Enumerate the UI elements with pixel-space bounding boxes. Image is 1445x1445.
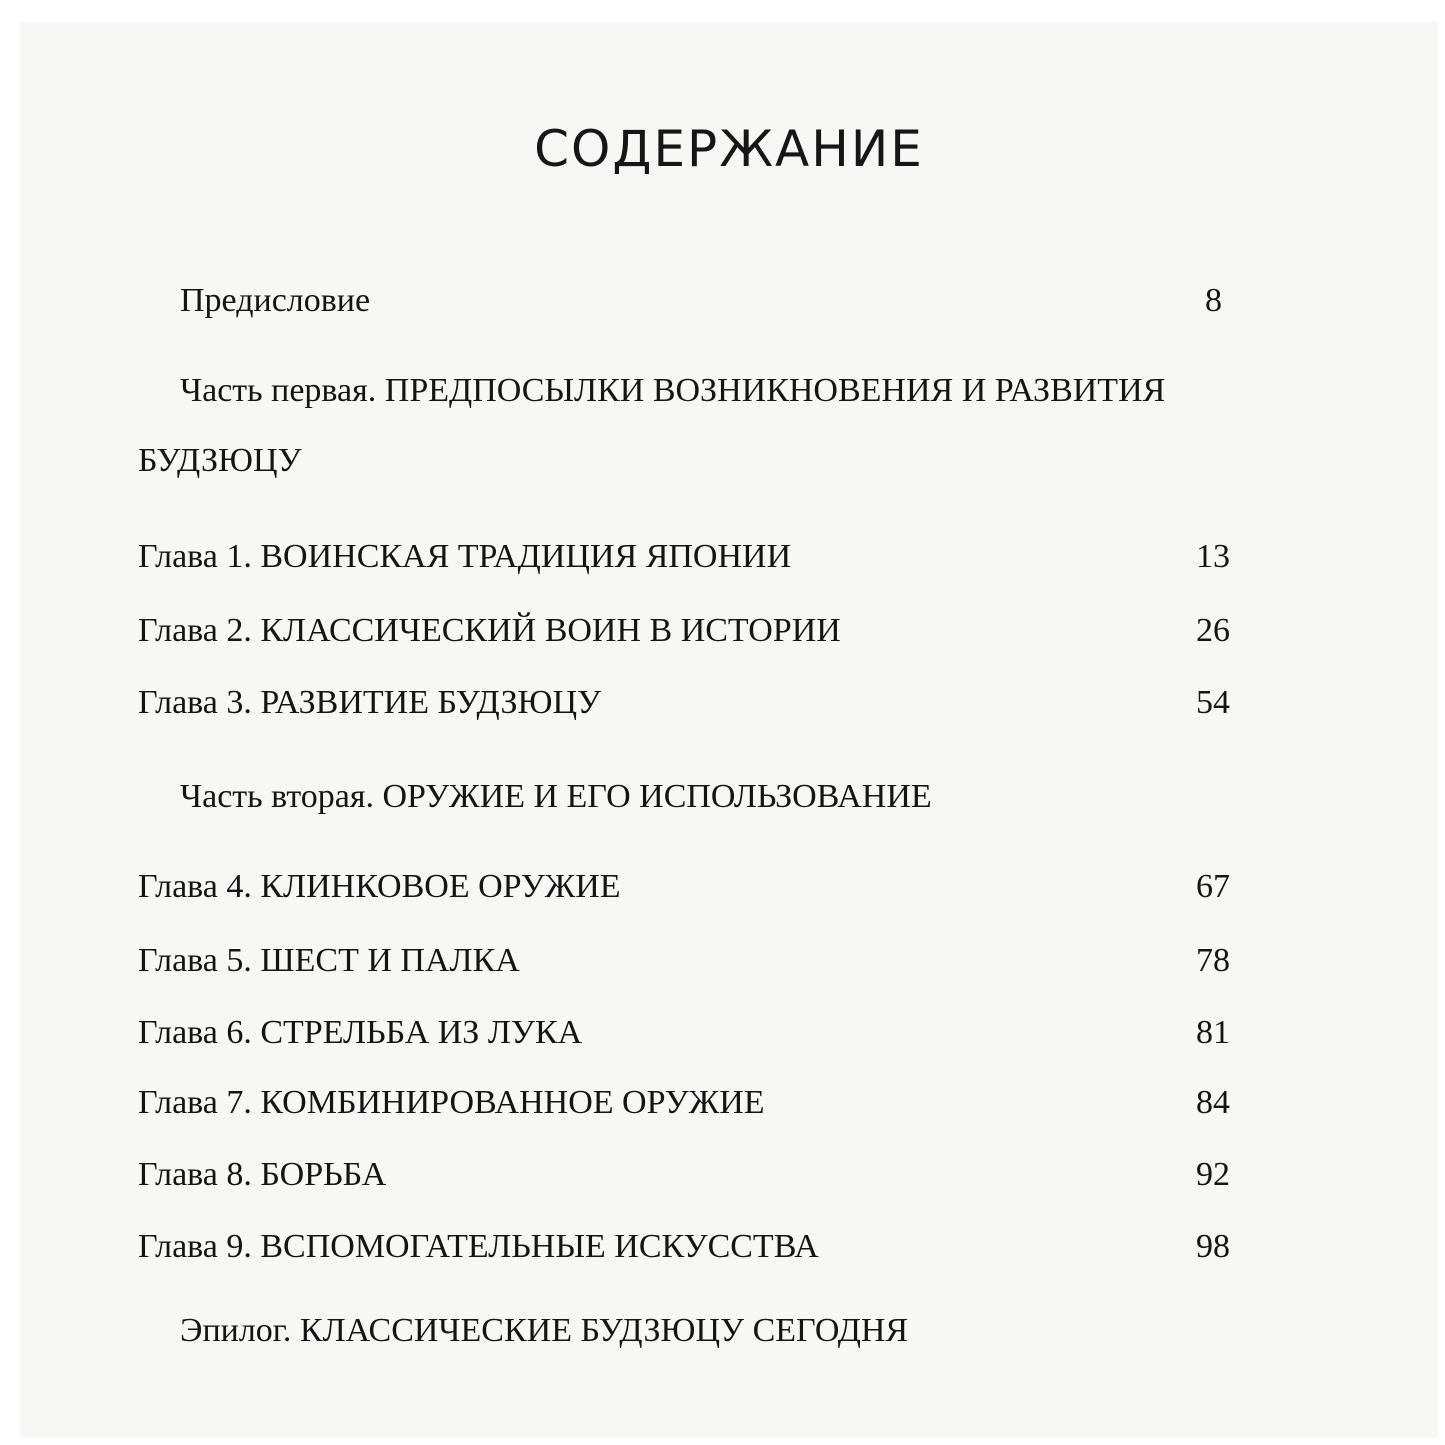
page-title: СОДЕРЖАНИЕ (534, 120, 924, 178)
toc-entry-page: 81 (1196, 1014, 1230, 1051)
toc-entry-label: Глава 3. РАЗВИТИЕ БУДЗЮЦУ (138, 684, 602, 721)
toc-entry-label: Эпилог. КЛАССИЧЕСКИЕ БУДЗЮЦУ СЕГОДНЯ (180, 1312, 909, 1349)
toc-part-one (180, 372, 1165, 410)
toc-entry-chapter-3 (138, 684, 1230, 728)
toc-entry-label: Часть первая. ПРЕДПОСЫЛКИ ВОЗНИКНОВЕНИЯ И РАЗВИТИЯ (180, 372, 1166, 409)
toc-entry-label: Глава 8. БОРЬБА (138, 1156, 387, 1193)
toc-entry-page: 8 (1205, 282, 1222, 319)
toc-entry-chapter-9 (138, 1228, 1230, 1272)
toc-entry-label: Часть вторая. ОРУЖИЕ И ЕГО ИСПОЛЬЗОВАНИЕ (180, 778, 932, 815)
toc-entry-label: Глава 1. ВОИНСКАЯ ТРАДИЦИЯ ЯПОНИИ (138, 538, 792, 575)
toc-entry-page: 92 (1196, 1156, 1230, 1193)
toc-entry-label: Глава 2. КЛАССИЧЕСКИЙ ВОИН В ИСТОРИИ (138, 612, 841, 649)
toc-entry-page: 26 (1196, 612, 1230, 649)
toc-entry-chapter-1 (138, 538, 1230, 582)
toc-entry-label: Глава 4. КЛИНКОВОЕ ОРУЖИЕ (138, 868, 621, 905)
toc-entry-page: 54 (1196, 684, 1230, 721)
toc-entry-chapter-4 (138, 868, 1230, 912)
toc-entry-page: 84 (1196, 1084, 1230, 1121)
toc-entry-page: 78 (1196, 942, 1230, 979)
toc-entry-preface (180, 282, 1240, 326)
toc-entry-page: 67 (1196, 868, 1230, 905)
toc-entry-chapter-2 (138, 612, 1230, 656)
toc-part-two (180, 778, 932, 816)
toc-epilogue (180, 1312, 908, 1350)
toc-entry-label: Предисловие (180, 282, 371, 319)
toc-entry-label: Глава 6. СТРЕЛЬБА ИЗ ЛУКА (138, 1014, 583, 1051)
toc-entry-page: 13 (1196, 538, 1230, 575)
toc-entry-label: Глава 9. ВСПОМОГАТЕЛЬНЫЕ ИСКУССТВА (138, 1228, 819, 1265)
toc-entry-chapter-8 (138, 1156, 1230, 1200)
toc-entry-label: Глава 7. КОМБИНИРОВАННОЕ ОРУЖИЕ (138, 1084, 765, 1121)
toc-part-one-continuation: БУДЗЮЦУ (138, 442, 302, 479)
toc-entry-chapter-7 (138, 1084, 1230, 1128)
toc-entry-label: Глава 5. ШЕСТ И ПАЛКА (138, 942, 520, 979)
book-page (20, 22, 1438, 1438)
toc-entry-chapter-6 (138, 1014, 1230, 1058)
toc-entry-chapter-5 (138, 942, 1230, 986)
toc-entry-page: 98 (1196, 1228, 1230, 1265)
